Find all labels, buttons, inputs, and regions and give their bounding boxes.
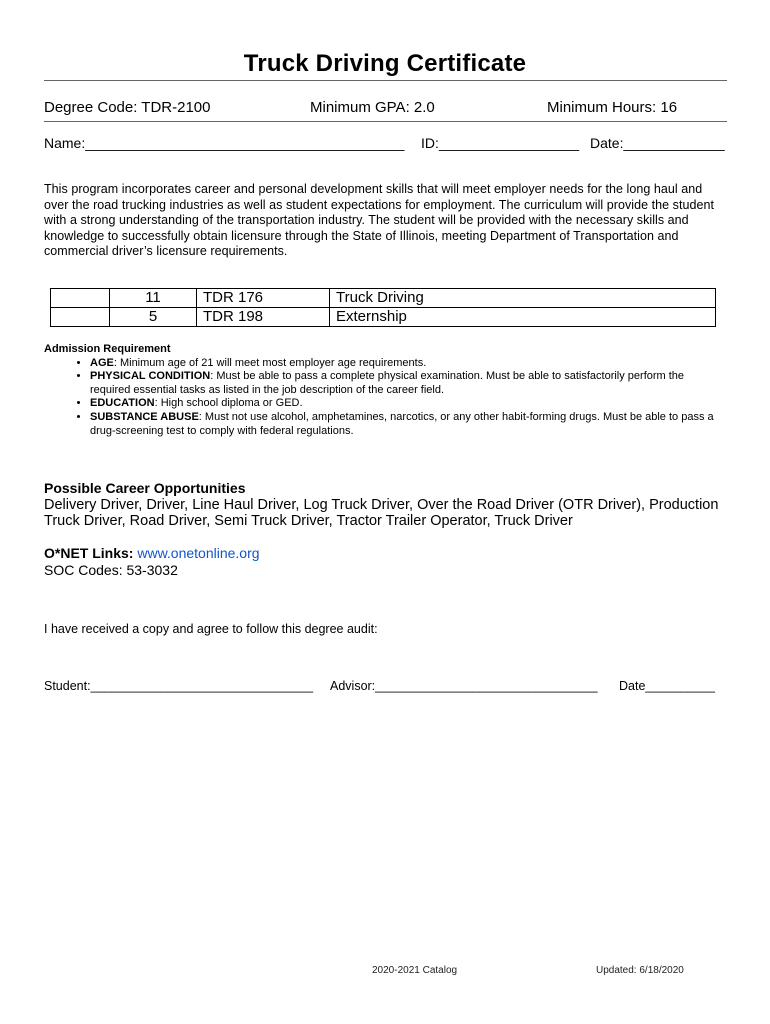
requirement-label: SUBSTANCE ABUSE [90, 410, 199, 423]
blank-cell [51, 289, 110, 308]
date-field[interactable]: Date:_____________ [590, 135, 725, 151]
onet-section [44, 545, 260, 578]
careers-list: Delivery Driver, Driver, Line Haul Driver, Log Truck Driver, Over the Road Driver (OTR Driver), Production Truck Driver, Road Driver, Semi Truck Driver, Tractor Trailer Operator, Truck Driver [44, 496, 719, 529]
requirement-label: EDUCATION [90, 397, 155, 410]
careers-heading: Possible Career Opportunities [44, 480, 246, 496]
list-item [90, 370, 724, 397]
table-row [51, 289, 716, 308]
course-table [50, 288, 716, 327]
course-name: Truck Driving [330, 289, 716, 308]
footer-updated: Updated: 6/18/2020 [596, 965, 684, 976]
requirement-text: : Must not use alcohol, amphetamines, narcotics, or any other habit-forming drugs. Must be able to pass a drug-screening test to comply with federal regulations. [90, 410, 714, 437]
table-row [51, 308, 716, 327]
onet-heading: O*NET Links: [44, 545, 134, 561]
course-hours: 11 [110, 289, 197, 308]
requirement-text: : Must be able to pass a complete physical examination. Must be able to satisfactorily perform the required essential tasks as listed in the job description of the career field. [90, 370, 685, 396]
course-code: TDR 198 [197, 308, 330, 327]
title-divider [44, 80, 727, 81]
advisor-signature-field[interactable]: Advisor:________________________________ [330, 679, 598, 693]
student-signature-field[interactable]: Student:________________________________ [44, 679, 314, 693]
course-name: Externship [330, 308, 716, 327]
program-description: This program incorporates career and personal development skills that will meet employer needs for the long haul and over the road trucking industries as well as student expectations for employment. The curriculum will provide the student with a strong understanding of the transportation industry. The student will be provided with the necessary skills and knowledge to successfully obtain licensure through the State of Illinois, meeting Department of Transportation and commercial driver’s licensure requirements. [44, 182, 715, 259]
signature-date-field[interactable]: Date__________ [619, 679, 715, 693]
course-hours: 5 [110, 308, 197, 327]
agreement-statement: I have received a copy and agree to follow this degree audit: [44, 622, 378, 636]
course-code: TDR 176 [197, 289, 330, 308]
career-opportunities [44, 480, 734, 530]
admission-requirements [44, 343, 724, 438]
page-title: Truck Driving Certificate [243, 50, 527, 77]
footer-catalog: 2020-2021 Catalog [372, 965, 458, 976]
admission-list [44, 357, 724, 439]
name-field[interactable]: Name:_________________________________________ [44, 135, 405, 151]
list-item [90, 411, 724, 438]
id-field[interactable]: ID:__________________ [421, 135, 580, 151]
admission-heading: Admission Requirement [44, 343, 171, 355]
list-item [90, 397, 724, 411]
requirement-text: : High school diploma or GED. [154, 397, 303, 410]
requirement-text: : Minimum age of 21 will meet most employer age requirements. [113, 356, 427, 369]
blank-cell [51, 308, 110, 327]
soc-codes: SOC Codes: 53-3032 [44, 561, 178, 578]
onet-link[interactable]: www.onetonline.org [137, 545, 260, 561]
minimum-gpa: Minimum GPA: 2.0 [310, 99, 435, 116]
degree-code: Degree Code: TDR-2100 [44, 99, 211, 116]
list-item [90, 357, 724, 371]
requirement-label: AGE [90, 356, 114, 369]
minimum-hours: Minimum Hours: 16 [547, 99, 678, 116]
header-divider [44, 121, 727, 122]
requirement-label: PHYSICAL CONDITION [90, 370, 211, 383]
